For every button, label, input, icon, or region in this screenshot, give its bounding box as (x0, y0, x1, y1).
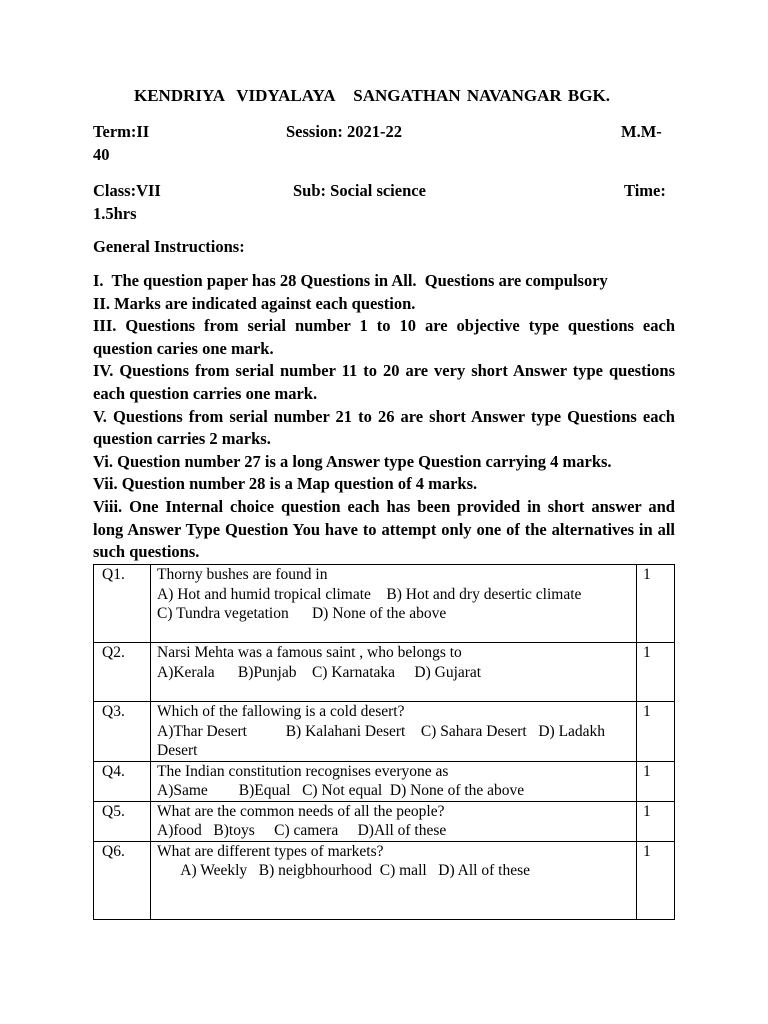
instruction-item: IV. Questions from serial number 11 to 20 are very short Answer type questions each question carries one mark. (93, 361, 675, 403)
question-options: A)Thar Desert B) Kalahani Desert C) Sahara Desert D) Ladakh Desert (157, 722, 609, 759)
question-text: What are different types of markets? (157, 842, 384, 860)
instruction-item: Viii. One Internal choice question each has been provided in short answer and long Answer Type Question You have to attempt only one of the alternatives in all such questions. (93, 496, 675, 562)
instruction-item: I. The question paper has 28 Questions in All. Questions are compulsory (93, 271, 608, 290)
question-options: A)food B)toys C) camera D)All of these (157, 822, 447, 839)
question-marks: 1 (637, 702, 675, 762)
table-row (94, 761, 675, 801)
question-number: Q2. (94, 643, 151, 702)
question-text: Which of the fallowing is a cold desert? (157, 703, 405, 720)
question-cell (151, 643, 637, 702)
table-row (94, 841, 675, 919)
question-cell (151, 841, 637, 919)
table-row (94, 565, 675, 643)
time-label: Time: (624, 181, 666, 200)
instruction-item: III. Questions from serial number 1 to 10 are objective type questions each question caries one mark. (93, 316, 675, 358)
term-label: Term:II (93, 122, 150, 141)
question-options: A)Kerala B)Punjab C) Karnataka D) Gujarat (157, 663, 482, 681)
question-text: Narsi Mehta was a famous saint , who belongs to (157, 644, 462, 661)
max-marks-label: M.M- (621, 122, 662, 141)
question-number: Q4. (94, 761, 151, 801)
question-marks: 1 (637, 643, 675, 702)
instructions-list (93, 270, 675, 564)
question-options: C) Tundra vegetation D) None of the above (157, 605, 447, 622)
instruction-item: Vii. Question number 28 is a Map question of 4 marks. (93, 474, 478, 494)
question-cell (151, 801, 637, 841)
question-marks: 1 (637, 761, 675, 801)
question-number: Q6. (94, 841, 151, 919)
questions-table (93, 564, 675, 920)
question-number: Q1. (94, 565, 151, 643)
question-number: Q3. (94, 702, 151, 762)
general-instructions-heading: General Instructions: (93, 237, 245, 256)
max-marks-value: 40 (93, 145, 110, 164)
session-label: Session: 2021-22 (286, 122, 402, 141)
question-cell (151, 565, 637, 643)
table-row (94, 643, 675, 702)
school-title: KENDRIYA VIDYALAYA SANGATHAN NAVANGAR BGK. (134, 86, 610, 105)
question-text: What are the common needs of all the people? (157, 802, 445, 820)
instruction-item: Vi. Question number 27 is a long Answer type Question carrying 4 marks. (93, 451, 612, 471)
question-text: The Indian constitution recognises everyone as (157, 762, 449, 780)
question-cell (151, 702, 637, 762)
subject-label: Sub: Social science (293, 181, 426, 200)
question-cell (151, 761, 637, 801)
question-marks: 1 (637, 841, 675, 919)
time-value: 1.5hrs (93, 204, 137, 223)
class-label: Class:VII (93, 181, 161, 200)
question-number: Q5. (94, 801, 151, 841)
table-row (94, 702, 675, 762)
question-options: A) Weekly B) neigbhourhood C) mall D) All of these (157, 862, 530, 879)
table-row (94, 801, 675, 841)
question-marks: 1 (637, 801, 675, 841)
question-text: Thorny bushes are found in (157, 566, 328, 583)
question-options: A) Hot and humid tropical climate B) Hot and dry desertic climate (157, 585, 582, 603)
instruction-item: V. Questions from serial number 21 to 26 are short Answer type Questions each question carries 2 marks. (93, 406, 675, 449)
instruction-item: II. Marks are indicated against each question. (93, 293, 416, 313)
question-options: A)Same B)Equal C) Not equal D) None of the above (157, 782, 525, 799)
question-marks: 1 (637, 565, 675, 643)
